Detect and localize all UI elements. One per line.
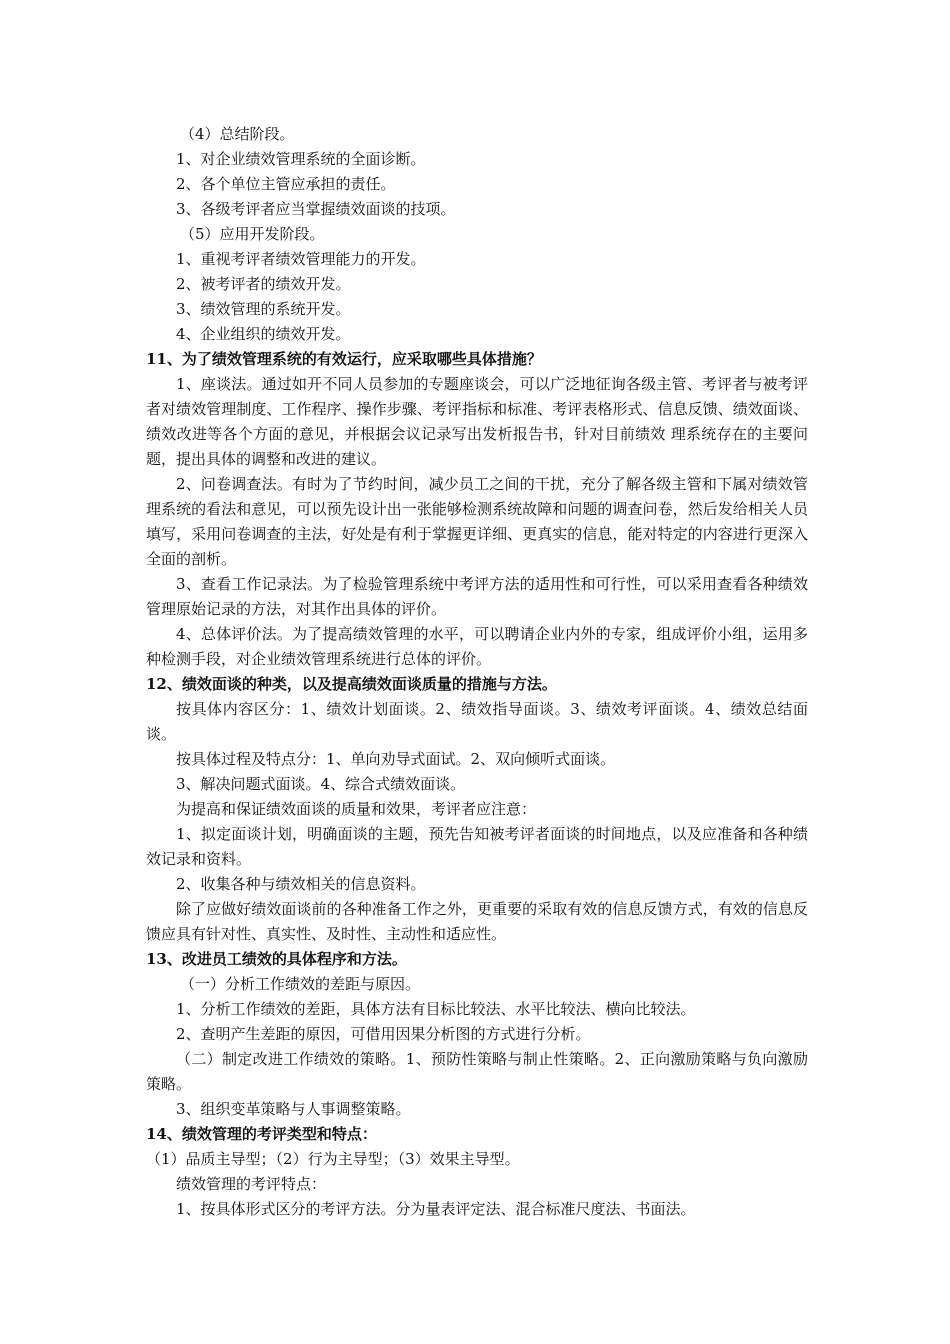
paragraph: 4、总体评价法。为了提高绩效管理的水平，可以聘请企业内外的专家，组成评价小组，运用多种检测手段，对企业绩效管理系统进行总体的评价。 xyxy=(146,625,808,668)
document-page xyxy=(146,122,808,1222)
paragraph: 1、座谈法。通过如开不同人员参加的专题座谈会，可以广泛地征询各级主管、考评者与被考评者对绩效管理制度、工作程序、操作步骤、考评指标和标准、考评表格形式、信息反馈、绩效面谈、绩效改进等各个方面的意见，并根据会议记录写出发析报告书，针对目前绩效 理系统存在的主要问题，提出具体的调整和改进的建议。 xyxy=(146,375,808,468)
section-11-title: 11、为了绩效管理系统的有效运行，应采取哪些具体措施？ xyxy=(146,350,542,368)
paragraph: 1、按具体形式区分的考评方法。分为量表评定法、混合标准尺度法、书面法。 xyxy=(176,1200,696,1218)
stage4-item: 2、各个单位主管应承担的责任。 xyxy=(176,175,396,193)
paragraph: 按具体过程及特点分：1、单向劝导式面试。2、双向倾听式面谈。 xyxy=(176,750,616,768)
paragraph: 按具体内容区分：1、绩效计划面谈。2、绩效指导面谈。3、绩效考评面谈。4、绩效总结面谈。 xyxy=(146,700,808,743)
paragraph: （二）制定改进工作绩效的策略。1、预防性策略与制止性策略。2、正向激励策略与负向激励策略。 xyxy=(146,1050,808,1093)
paragraph: 2、收集各种与绩效相关的信息资料。 xyxy=(176,875,426,893)
paragraph: 2、查明产生差距的原因，可借用因果分析图的方式进行分析。 xyxy=(176,1025,591,1043)
paragraph: 绩效管理的考评特点： xyxy=(176,1175,327,1193)
section-12-title: 12、绩效面谈的种类，以及提高绩效面谈质量的措施与方法。 xyxy=(146,675,557,693)
section-13-title: 13、改进员工绩效的具体程序和方法。 xyxy=(146,950,407,968)
stage5-item: 4、企业组织的绩效开发。 xyxy=(176,325,351,343)
paragraph: 除了应做好绩效面谈前的各种准备工作之外，更重要的采取有效的信息反馈方式，有效的信息反馈应具有针对性、真实性、及时性、主动性和适应性。 xyxy=(146,900,808,943)
stage4-item: 3、各级考评者应当掌握绩效面谈的技项。 xyxy=(176,200,456,218)
stage5-heading: （5）应用开发阶段。 xyxy=(180,225,325,243)
stage5-item: 1、重视考评者绩效管理能力的开发。 xyxy=(176,250,426,268)
stage4-heading: （4）总结阶段。 xyxy=(180,125,295,143)
stage4-item: 1、对企业绩效管理系统的全面诊断。 xyxy=(176,150,426,168)
paragraph: 3、组织变革策略与人事调整策略。 xyxy=(176,1100,411,1118)
paragraph: 1、拟定面谈计划，明确面谈的主题，预先告知被考评者面谈的时间地点，以及应准备和各种绩效记录和资料。 xyxy=(146,825,808,868)
section-14-title: 14、绩效管理的考评类型和特点： xyxy=(146,1125,377,1143)
paragraph: 1、分析工作绩效的差距，具体方法有目标比较法、水平比较法、横向比较法。 xyxy=(176,1000,696,1018)
paragraph: 3、解决问题式面谈。4、综合式绩效面谈。 xyxy=(176,775,466,793)
paragraph: （1）品质主导型；（2）行为主导型；（3）效果主导型。 xyxy=(146,1150,520,1168)
stage5-item: 2、被考评者的绩效开发。 xyxy=(176,275,351,293)
paragraph: 2、问卷调查法。有时为了节约时间，减少员工之间的干扰，充分了解各级主管和下属对绩效管理系统的看法和意见，可以预先设计出一张能够检测系统故障和问题的调查问卷，然后发给相关人员填写，采用问卷调查的主法，好处是有利于掌握更详细、更真实的信息，能对特定的内容进行更深入全面的剖析。 xyxy=(146,475,808,568)
paragraph: 为提高和保证绩效面谈的质量和效果，考评者应注意： xyxy=(176,800,537,818)
paragraph: （一）分析工作绩效的差距与原因。 xyxy=(180,975,421,993)
stage5-item: 3、绩效管理的系统开发。 xyxy=(176,300,351,318)
paragraph: 3、查看工作记录法。为了检验管理系统中考评方法的适用性和可行性，可以采用查看各种绩效管理原始记录的方法，对其作出具体的评价。 xyxy=(146,575,808,618)
